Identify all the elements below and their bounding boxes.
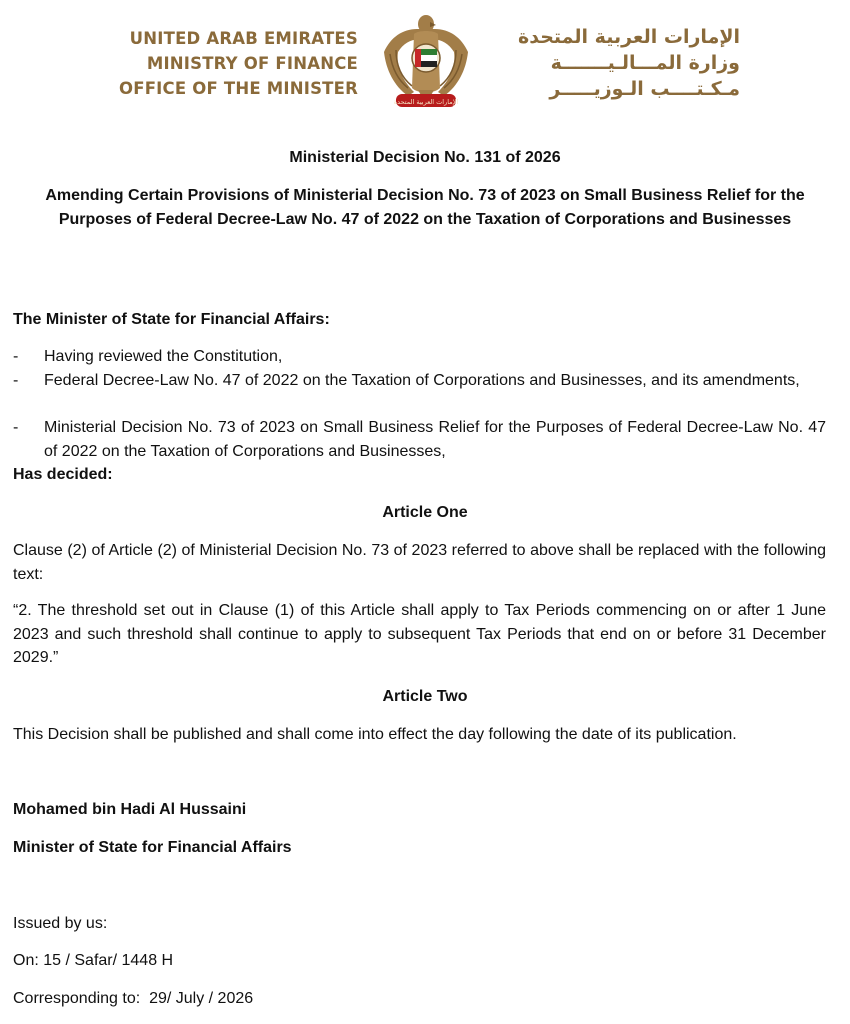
recital-bullet: - bbox=[13, 419, 19, 436]
recital-item bbox=[13, 416, 826, 463]
letterhead-ministry: MINISTRY OF FINANCE bbox=[146, 54, 358, 73]
uae-emblem-icon bbox=[378, 8, 474, 112]
recital-item bbox=[13, 369, 826, 393]
issuer-heading: The Minister of State for Financial Affairs: bbox=[13, 311, 330, 328]
article-quoted-clause: “2. The threshold set out in Clause (1) of this Article shall apply to Tax Periods commencing on or after 1 June 2023 and such threshold shall continue to apply to subsequent Tax Periods that end on or before 31 December 2029.” bbox=[13, 602, 826, 666]
letterhead-office: OFFICE OF THE MINISTER bbox=[119, 79, 358, 98]
decision-number: Ministerial Decision No. 131 of 2026 bbox=[289, 149, 561, 166]
gregorian-date: Corresponding to: 29/ July / 2026 bbox=[13, 990, 254, 1007]
letterhead-english bbox=[119, 26, 358, 101]
letterhead-country: UNITED ARAB EMIRATES bbox=[129, 29, 358, 48]
article-heading: Article One bbox=[382, 504, 468, 521]
emblem-scroll-text: الإمارات العربية المتحدة bbox=[393, 98, 459, 106]
letterhead-country-arabic: الإمارات العربية المتحدة bbox=[518, 26, 740, 48]
recital-text: Ministerial Decision No. 73 of 2023 on Small Business Relief for the Purposes of Federal Decree-Law No. 47 of 2022 on the Taxation of Corporations and Businesses, bbox=[44, 419, 826, 460]
article-paragraph: This Decision shall be published and shall come into effect the day following the date of its publication. bbox=[13, 726, 737, 743]
signatory-position: Minister of State for Financial Affairs bbox=[13, 839, 292, 856]
hijri-date: On: 15 / Safar/ 1448 H bbox=[13, 952, 174, 969]
letterhead-ministry-arabic: وزارة المـــالـيـــــــة bbox=[550, 52, 740, 74]
recital-bullet: - bbox=[13, 348, 19, 365]
issued-by-label: Issued by us: bbox=[13, 915, 108, 932]
letterhead-arabic bbox=[490, 24, 740, 102]
has-decided-heading: Has decided: bbox=[13, 466, 113, 483]
signatory-name: Mohamed bin Hadi Al Hussaini bbox=[13, 801, 247, 818]
recital-text: Federal Decree-Law No. 47 of 2022 on the Taxation of Corporations and Businesses, and its amendments, bbox=[44, 372, 800, 389]
article-heading: Article Two bbox=[382, 688, 468, 705]
recital-item bbox=[13, 345, 826, 369]
recital-text: Having reviewed the Constitution, bbox=[44, 348, 283, 365]
recital-bullet: - bbox=[13, 372, 19, 389]
decision-title: Amending Certain Provisions of Ministerial Decision No. 73 of 2023 on Small Business Relief for the Purposes of Federal Decree-Law No. 47 of 2022 on the Taxation of Corporations and Businesses bbox=[45, 187, 805, 228]
article-paragraph: Clause (2) of Article (2) of Ministerial Decision No. 73 of 2023 referred to above shall be replaced with the following text: bbox=[13, 542, 826, 583]
letterhead-office-arabic: مـكـتــــب الـوزيـــــر bbox=[549, 78, 740, 100]
